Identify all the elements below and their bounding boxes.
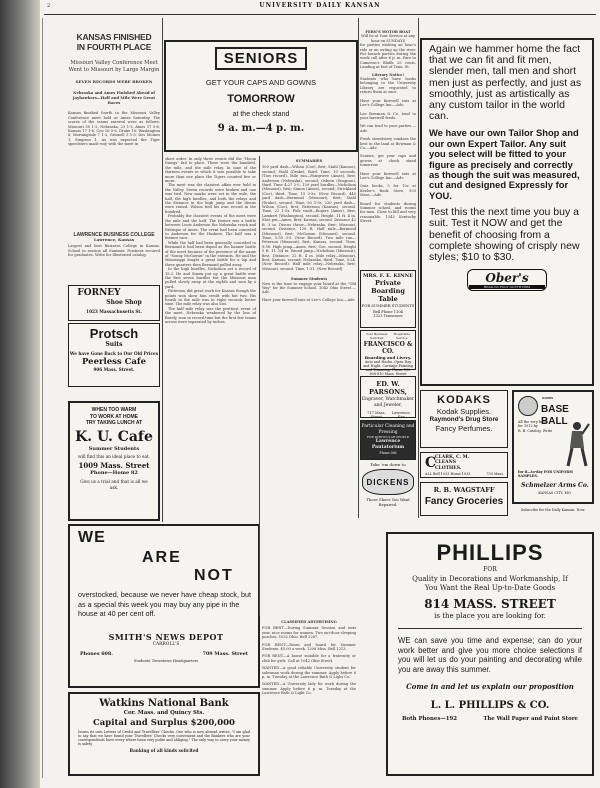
kodaks-line3: Fancy Perfumes. [435, 424, 493, 433]
seniors-checkstand: at the check stand [232, 111, 290, 118]
phillips-place: is the place you are looking for. [434, 612, 546, 620]
pantatorium-line3: FOR PARTICULAR PEOPLE [366, 435, 410, 439]
seniors-ad [164, 40, 358, 152]
watkins-capital: Capital and Surplus $200,000 [93, 717, 235, 728]
phillips-address: 814 MASS. STREET [424, 597, 556, 611]
protsch-prices: We have Gone Back to Our Old Prices [69, 351, 159, 356]
smiths-text: overstocked, because we never have cheap stock, but as a special this week you may buy any pipe in the house at 40 per cent off. [78, 590, 252, 619]
subhead-3: Nebraska and Ames Finished Ahead of Jayhawkers—Half and Mile Were Great Races [72, 90, 156, 106]
article-para-7: The half mile relay was the prettiest event of the meet. Nebraska weakened by the loss of Barely, won in record time but the first few teams across were separated by inches. [165, 306, 256, 325]
baseball-sub: GOODS [542, 396, 554, 400]
parsons-line1: Engraver, Watchmaker and Jeweler, [361, 397, 415, 408]
headline-2: IN FOURTH PLACE [76, 42, 152, 52]
ferns-sub: Will be at Your Service at any hour on SUNDAYS [361, 34, 415, 43]
francisco-right: Hospitable Service [393, 332, 411, 340]
phillips-for: FOR [483, 566, 497, 573]
cafe-address: 1009 Mass. Street [78, 461, 150, 470]
kinne-address: 1323 Tennessee [373, 314, 403, 318]
note-3: We can tend to your parties.—Adv. [360, 124, 416, 133]
pantatorium-name: Lawrence Pantatorium [371, 439, 405, 450]
forney-line1: Shoe Shop [106, 299, 142, 306]
tailor-p2: We have our own Tailor Shop and our own Expert Tailor. Any suit you select will be fitted to your figure as precisely and correctly as though the suit was measured, cut and designed Expressly for YOU. [429, 127, 580, 201]
classified-item-2: FOR RENT—A house suitable for a fraternity or club for girls. Call at 1042 Ohio Street. [262, 654, 356, 663]
obers-tailor-ad [420, 38, 594, 386]
phillips-quality: Quality in Decorations and Workmanship, If You Want the Real Up-to-Date Goods [412, 575, 568, 592]
smiths-news-ad [68, 524, 260, 688]
clark-ad: C CLARK, C. M. CLEANS CLOTHES. ALL Bell 1033 Home 1033 730 Mass. [420, 452, 508, 478]
clark-clothes: CLOTHES. [435, 465, 462, 471]
ferns-title: FERN'S MOTOR BOAT [365, 30, 411, 34]
article-para-4: While the half had been generally conceded to Bermond it had been doped as the banner battle of the meet because of the presence of the name of "Sonny McGowan" in the entrants. He and the Mississippi fought a great battle for a lap and three quarters then Bermond pulled away. [165, 240, 256, 267]
cafe-line3: TRY TAKING LUNCH AT [85, 420, 143, 426]
shoe-repair-ad [360, 462, 416, 518]
kinne-phone: Bell Phone 1104 [373, 310, 403, 314]
watkins-address: Cor. Mass. and Quincy Sts. [123, 710, 205, 716]
francisco-sub: Boarding and Livery. [364, 355, 412, 360]
smiths-name: SMITH'S NEWS DEPOT [108, 632, 224, 642]
tailor-p3: Test this the next time you buy a suit. Test it NOW and get the benefit of choosing from a complete showing of crisply new styles; $10 to $30. [429, 206, 580, 264]
parsons-address: 717 Mass. Street [366, 411, 386, 419]
francisco-left: Your Business Solicited [366, 332, 388, 340]
wagstaff-groceries: Fancy Groceries [424, 496, 504, 507]
ku-cafe-ad [68, 401, 160, 521]
peerless-address: 906 Mass. Street. [93, 367, 135, 372]
article-para-2: The meet was the classiest affair ever held in the Valley. Seven records were broken and one was tied. New marks were set in the mile, the half, the high hurdles, and both the relays and the distance in the high jump and the discus were raised. Wilson tied his own record in the hundred. [165, 183, 256, 214]
ferns-column [360, 30, 416, 224]
book-spine [0, 0, 40, 788]
phillips-phones: Both Phones—192 [402, 716, 458, 723]
kinne-name: MRS. F. E. KINNE [362, 273, 414, 279]
college-city: Lawrence, Kansas [93, 237, 135, 242]
phillips-firm: L. L. PHILLIPS & CO. [430, 700, 550, 712]
summer-students-note: Have your farewell eats at Lee's College Inn.—Adv. [262, 297, 356, 302]
francisco-ad [360, 330, 416, 376]
forney-ad [68, 285, 160, 321]
page-header [40, 0, 600, 14]
clark-name: CLARK, C. M. [435, 455, 470, 460]
forney-name: FORNEY [77, 288, 121, 298]
parsons-name: ED. W. PARSONS, [369, 380, 407, 396]
cafe-phone: Phone—Home 82 [90, 470, 138, 476]
article-para-6: Patterson did great work for Kansas though the points won show him credit with but two. His fourth in the mile was in eight seconds better time. The mile relay was also lost. [165, 289, 256, 307]
smiths-sub: CARROLL'S [152, 642, 180, 647]
baseball-ad [512, 390, 594, 504]
smiths-phone: Phones 608. [80, 651, 113, 657]
note-0: Students who have books belonging to the University Library are requested to return them at once. [360, 77, 416, 95]
kodaks-ad [420, 390, 508, 448]
classified-item-1: FOR RENT—Room and board for Summer Students. $5.00 a week. 1208 Miss. Bell 1213. [262, 642, 356, 652]
subscribe-note: Subscribe for the Daily Kansan. Now. [520, 508, 586, 512]
baseball-brand: Schmelzer Arms Co. [521, 482, 589, 489]
article-para-1: short order. In only three events did the "Hoom Dawgs" fail to place. These were the hundred, the mile, and the mile relay. In nine of the thirteen events in which it was possible to take more than one place the Tigers counted five or more. [165, 157, 256, 184]
are-word: ARE [142, 549, 182, 566]
note-5: Seniors, get your caps and gowns at check stand tomorrow. [360, 154, 416, 168]
note-4: Fresh strawberry sundaes the best in the land at Bowman & Co.—Adv. [360, 137, 416, 150]
summaries-text: 100 yard dash—Wilson (Coe), first; Stahl (Kansas), second; Stahl (Drake), third. Time, 10 seconds. (Ties record). Mile run—Fairgrieve (Ames), first; Anderson (Nebraska), second; Osborn (Simpson), third. Time 4:27 2-5. 120 yard hurdles—Nicholson (Missouri), first; Simon (Ames), second; Strickland (Coe), third. Time, 15 2-5s. (New Record). 440 yard dash—Bermond (Missouri), first; Stahl (Drake), second. Time, 50 1-5s. 220 yard dash—Wilson (Coe), first; Patterson (Kansas), second. Time, 22 1-5s. Pole vault—Rogers (Ames), first; Lambert (Washington), second. Height, 11 ft. 4 in. Shot put—Ames, first; Kansas, second. Distance 42 ft. 3 in. Discus throw—Nebraska, first; Missouri, second. Distance, 128 ft. Half mile—Bermond (Missouri), first; McGowan (Missouri), second. Time, 1:55 3-5. (New Record). Two mile run—Peterson (Missouri), first; Kansas, second. Time, 9:58. High jump—Ames, first; Coe, second. Height 5 ft. 11 3/4 in. Broad jump—Nicholson (Missouri), first. Distance, 22 ft. 4 in. Mile relay—Missouri, first; Kansas, second; Nebraska, third. Time, 3:24. (New Record). Half mile relay—Nebraska, first; Missouri, second. Time, 1:31. (New Record). [262, 165, 356, 271]
protsch-name: Protsch [89, 326, 139, 341]
shoe-line2: Those Shoes You Want Repaired. [366, 497, 410, 507]
literary-title: Literary Notice! [371, 72, 405, 77]
watkins-text: Issues its own Letters of Credit and Travellers' Checks. One who is now abroad writes: "I am glad to say that we have found your Travellers' Checks very convenient and the Bankers who are your correspondents have every where been very polite and obliging." The only way to carry your money is safety [78, 729, 250, 746]
cafe-summer: Summer Students [88, 445, 140, 452]
column-rule-4 [418, 18, 419, 518]
ferns-text: for parties wishing an hour's ride or an outing up the river. For launch parties during the week call after 6 p. m. Fare to Cameron's Bluffs 25 cents. Landing at foot of Tenn. St. [360, 43, 416, 70]
baseball-line1: All the very best [518, 420, 547, 424]
protsch-ad [68, 323, 160, 387]
classified-item-3: WANTED—A good reliable University student for salesman work during the summer. Apply before 6 p. m. Tuesday at the Lawrence Bath & Light Co. [262, 666, 356, 680]
phillips-come-in: Come in and let us explain our proposition [406, 682, 574, 692]
francisco-name: FRANCISCO & CO. [363, 341, 413, 355]
watkins-name: Watkins National Bank [99, 698, 229, 709]
peerless-cafe: Peerless Cafe [82, 357, 146, 367]
watkins-bank-ad [68, 692, 260, 776]
college-title: LAWRENCE BUSINESS COLLEGE [73, 232, 155, 238]
not-word: NOT [194, 567, 234, 584]
article-continued [165, 157, 256, 324]
note-8: Board for students during Summer school, and rooms for men. Close to hill and very reasonable. 1343 Kentucky Street. [360, 201, 416, 224]
baseball-line3: R. B. Catalog. Write [518, 428, 553, 433]
shoe-shop-name: DICKENS [366, 477, 410, 487]
obers-tag: HEAD-TO-FOOT OUTFITTERS [469, 285, 545, 289]
cafe-trial: Give us a trial and that is all we ask. [80, 479, 148, 490]
cafe-line2: TO WORK AT HOME [90, 413, 138, 420]
column-rule-3 [358, 18, 359, 518]
article-body: Kansas finished fourth in the Missouri Valley Conference meet held at Ames Saturday. The scores of the teams entered were as follows: Missouri 50 1-2, Nebraska, 23 1-3, Ames 17 5-6, Kansas 17 1-6, Coe 16 5-6, Drake 10, Washington 8, Morningside 7 1-2, Grinnell 5 1-3, Des Moines 1, Simpson 1. As was expected the Tiger speedsters made way with the meet in [68, 111, 160, 147]
seniors-caps: GET YOUR CAPS AND GOWNS [205, 78, 317, 87]
clark-address: 730 Mass. [486, 472, 504, 476]
note-2: Lee Bowman & Co. tend to your farewell feeds. [360, 111, 416, 120]
obers-logo: Ober's [485, 271, 529, 286]
shoe-line1: Take 'em down to [370, 462, 406, 467]
pantatorium-line1: Particular Cleaning and [361, 424, 415, 429]
seniors-tomorrow: TOMORROW [227, 93, 295, 105]
phillips-text: WE can save you time and expense; can do your work better and give you more choice selections if you will let us do your painting and decorating while you are away this summer. [398, 636, 582, 674]
cafe-name: K. U. Cafe [75, 428, 153, 445]
tailor-p1: Again we hammer home the fact that we can fit and fit men, slender men, tall men and short men just as perfectly, and just as smoothly, just as artistically as any custom tailor in the world can. [429, 43, 582, 123]
summer-students-text: Now is the time to engage your board at the "Old Way" for the Summer School. 1042 Ohio Street.—Adv. [262, 281, 356, 295]
summaries-section [262, 157, 356, 302]
masthead-title: UNIVERSITY DAILY KANSAN [259, 2, 381, 9]
college-text: Largest and best Business College in Kansas. School in session all Summer. Positions secured for graduates. Write for illustrated catalog. [68, 244, 160, 258]
cafe-ideal: will find this an ideal place to eat. [77, 453, 151, 459]
page-number: 2 [47, 3, 51, 9]
francisco-text: Auto and Hacks. Open Day and Night. Carriage Painting and Trimming. Phone 130 808-810 Mass. Street [363, 360, 413, 376]
we-word: WE [78, 529, 106, 546]
track-article [68, 32, 160, 147]
protsch-suits: Suits [105, 341, 123, 348]
cafe-line1: WHEN TOO WARM [91, 407, 137, 413]
summaries-title: SUMMARIES [295, 159, 323, 163]
smiths-tag: Students' Downtown Headquarters [133, 659, 199, 663]
phillips-store: The Wall Paper and Paint Store [483, 716, 578, 723]
summer-students-title: Summer Students [290, 277, 328, 282]
parsons-city: Lawrence, Kan [391, 411, 411, 419]
gutter-rule [42, 18, 43, 778]
note-1: Have your farewell eats at Lee's College Inn.—Adv. [360, 98, 416, 108]
lawrence-college-ad [68, 232, 160, 258]
pantatorium-line2: Pressing [378, 429, 398, 435]
kodaks-title: KODAKS [437, 394, 491, 406]
kinne-ad [360, 270, 416, 328]
wagstaff-ad [420, 482, 508, 516]
baseball-title: BASE BALL [541, 404, 569, 427]
note-7: Quiz books, 5 for 10c at Keeler's Book Store, 933 Mass.—Adv. [360, 184, 416, 198]
classified-item-4: WANTED—A University lady for work during the summer. Apply before 6 p. m. Tuesday at the Lawrence Bath & Light Co. [262, 682, 356, 696]
classified-item-0: FOR RENT—During Summer Session and next year, nice rooms for women. Two out-door sleeping porches. 1032 Ohio. Bell 2287. [262, 626, 356, 640]
baseball-player-icon [560, 420, 590, 468]
note-6: Have your farewell eats at Lee's College Inn.—Adv. [360, 171, 416, 180]
watkins-footer: Banking of all kinds solicited [129, 747, 199, 753]
subhead-2: SEVEN RECORDS WERE BROKEN [75, 79, 153, 84]
phillips-name: PHILLIPS [436, 540, 544, 565]
kinne-sub: FOR SUMMER STUDENTS [361, 303, 415, 308]
kodaks-line1: Kodak Supplies. [436, 407, 492, 416]
column-rule-2 [259, 156, 260, 616]
article-para-5: In the high hurdles, Nicholson set a record of 15.2. He and Simon put up a great battle over the first seven hurdles but the Missouri man pulled slowly away at the eighth and won by a yard. [165, 267, 256, 289]
pantatorium-phone: Phone 386 [379, 451, 397, 455]
kodaks-line2: Raymond's Drug Store [429, 416, 499, 423]
baseball-city: KANSAS CITY, MO. [538, 491, 572, 495]
seniors-time: 9 a. m.—4 p. m. [217, 123, 305, 134]
article-para-3: Probably the classiest events of the meet were the mile and the half. The former was a battle between Louis Anderson the Nebraska crack and Fabrique of Ames. The event had been conceded to Anderson for the Huskers. The half was a feature race. [165, 214, 256, 241]
kinne-title: Private Boarding Table [371, 279, 405, 303]
headline-1: KANSAS FINISHED [76, 32, 152, 42]
classified-title: CLASSIFIED ADVERTISING [281, 620, 337, 624]
seniors-title: SENIORS [223, 50, 299, 67]
baseball-logo-icon [518, 396, 538, 416]
clark-cleans: CLEANS [435, 460, 457, 466]
baseball-line2: for 1912 by [518, 424, 538, 429]
baseball-line4: for it—to-day FOR UNIFORM SAMPLES. [518, 470, 573, 478]
pantatorium-ad [360, 420, 416, 460]
clark-phone: ALL Bell 1033 Home 1033 [425, 472, 471, 476]
classified-section [262, 620, 356, 696]
phillips-ad [386, 532, 594, 776]
parsons-ad [360, 376, 416, 418]
column-rule-1 [162, 18, 163, 522]
smiths-address: 709 Mass. Street [202, 651, 248, 657]
forney-address: 1023 Massachusetts St. [86, 309, 142, 314]
header-rule [44, 14, 596, 15]
wagstaff-name: R. B. WAGSTAFF [433, 486, 495, 494]
subhead-1: Missouri Valley Conference Meet Went to Missouri by Large Margin [68, 60, 160, 73]
